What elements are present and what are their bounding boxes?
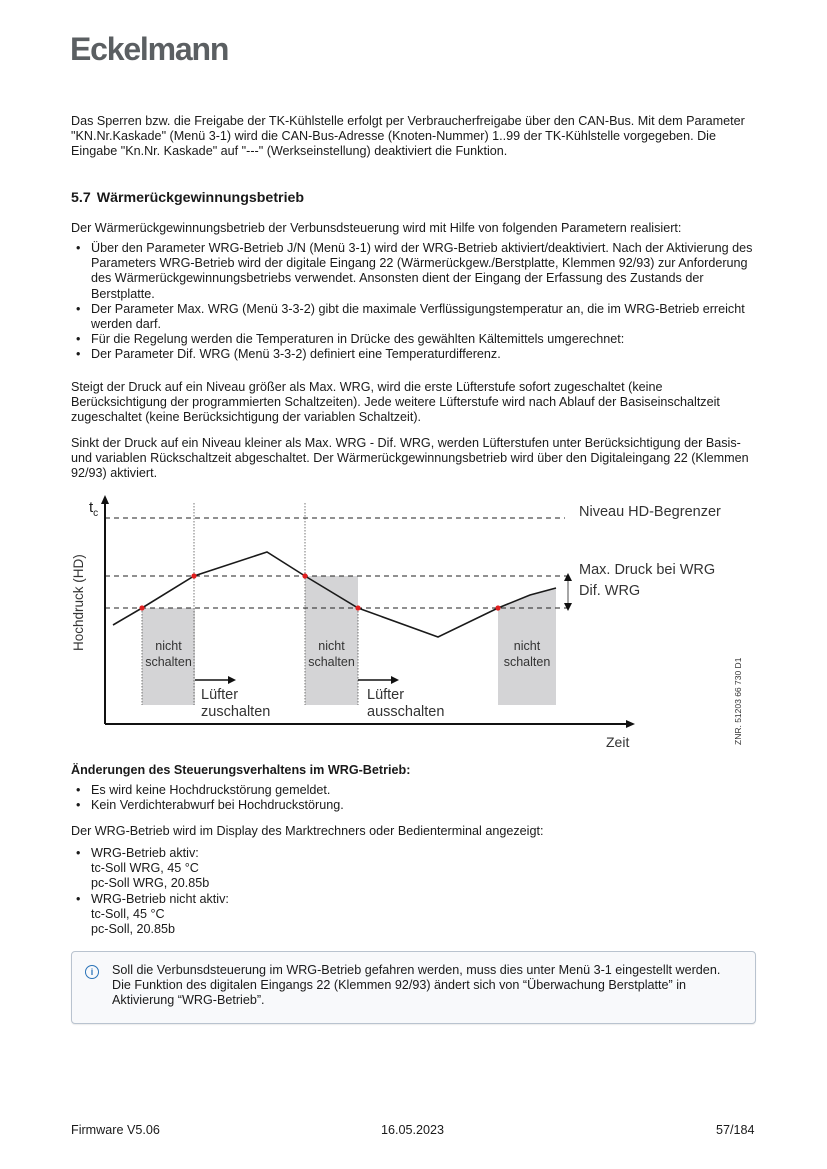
footer-firmware: Firmware V5.06 bbox=[71, 1123, 160, 1137]
intro-paragraph: Das Sperren bzw. die Freigabe der TK-Kühlstelle erfolgt per Verbraucherfreigabe über den CAN-Bus. Mit dem Parameter "KN.Nr.Kaskade" (Menü 3-1) wird die CAN-Bus-Adresse (Knoten-Nummer) 1..99 der TK-Kühlstelle vorgegeben. Die Eingabe "Kn.Nr. Kaskade" auf "---" (Werkseinstellung) deaktiviert die Funktion. bbox=[71, 114, 745, 159]
info-note-text: Soll die Verbunsdsteuerung im WRG-Betrieb gefahren werden, muss dies unter Menü 3-1 eingestellt werden. Die Funktion des digitalen Eingangs 22 (Klemmen 92/93) ändert sich von “Überwachung Berstplatte” in Aktivierung “WRG-Betrieb”. bbox=[112, 963, 721, 1008]
drawing-number: ZNR. 51203 66 730 D1 bbox=[733, 657, 743, 745]
no-switch-label-3: nicht schalten bbox=[503, 639, 551, 669]
eckelmann-logo: Eckelmann bbox=[70, 31, 229, 67]
no-switch-label-1: nicht schalten bbox=[145, 639, 192, 669]
y-axis-symbol: $t_c$ bbox=[89, 499, 99, 519]
footer-page-number: 57/184 bbox=[716, 1123, 755, 1137]
parameter-list bbox=[71, 241, 761, 363]
no-switch-label-2: nicht schalten bbox=[308, 639, 355, 669]
list-item: • Für die Regelung werden die Temperaturen in Drücke des gewählten Kältemittels umgerechnet: bbox=[71, 332, 761, 347]
list-item: • Über den Parameter WRG-Betrieb J/N (Menü 3-1) wird der WRG-Betrieb aktiviert/deaktiviert. Nach der Aktivierung des Parameters WRG-Betrieb wird der digitale Eingang 22 (Wärmerückgew./Berstplatte, Klemmen 92/93) zur Anforderung des Wärmerückgewinnungsbetriebs verwendet. Ansonsten dient der Eingang der Erfassung des Zustands der Berstplatte. bbox=[71, 241, 761, 302]
info-icon: i bbox=[85, 965, 99, 979]
changes-title: Änderungen des Steuerungsverhaltens im WRG-Betrieb: bbox=[71, 763, 411, 777]
pressure-rise-paragraph: Steigt der Druck auf ein Niveau größer als Max. WRG, wird die erste Lüfterstufe sofort zugeschaltet (keine Berücksichtigung der programmierten Schaltzeiten). Jede weitere Lüfterstufe wird nach Ablauf der Basiseinschaltzeit zugeschaltet (keine Berücksichtigung der variablen Schaltzeit). bbox=[71, 380, 720, 425]
footer-date: 16.05.2023 bbox=[381, 1123, 445, 1137]
display-lead: Der WRG-Betrieb wird im Display des Marktrechners oder Bedienterminal angezeigt: bbox=[71, 824, 544, 838]
x-axis-label: Zeit bbox=[606, 734, 630, 750]
section-number: 5.7 bbox=[71, 190, 91, 206]
pressure-fall-paragraph: Sinkt der Druck auf ein Niveau kleiner als Max. WRG - Dif. WRG, werden Lüfterstufen unter Berücksichtigung der Basis- und variablen Rückschaltzeit abgeschaltet. Der Wärmerückgewinnungsbetrieb wird über den Digitaleingang 22 (Klemmen 92/93) aktiviert. bbox=[71, 436, 749, 481]
dif-wrg-label: Dif. WRG bbox=[579, 583, 641, 599]
list-item: • WRG-Betrieb aktiv: tc-Soll WRG, 45 °C pc-Soll WRG, 20.85b bbox=[71, 846, 761, 892]
list-item: • Der Parameter Dif. WRG (Menü 3-3-2) definiert eine Temperaturdifferenz. bbox=[71, 347, 761, 362]
changes-list bbox=[71, 783, 761, 813]
hd-limit-label: Niveau HD-Begrenzer bbox=[579, 504, 721, 520]
max-pressure-label: Max. Druck bei WRG bbox=[579, 562, 716, 578]
wrg-diagram bbox=[60, 495, 780, 760]
list-item: • Der Parameter Max. WRG (Menü 3-3-2) gibt die maximale Verflüssigungstemperatur an, die im WRG-Betrieb erreicht werden darf. bbox=[71, 302, 761, 332]
fan-off-label: Lüfter ausschalten bbox=[367, 687, 445, 720]
list-item: • Es wird keine Hochdruckstörung gemeldet. bbox=[71, 783, 761, 798]
info-note-box bbox=[71, 951, 756, 1024]
fan-on-label: Lüfter zuschalten bbox=[201, 687, 271, 720]
list-item: • Kein Verdichterabwurf bei Hochdruckstörung. bbox=[71, 798, 761, 813]
display-list bbox=[71, 846, 761, 937]
list-item: • WRG-Betrieb nicht aktiv: tc-Soll, 45 °C pc-Soll, 20.85b bbox=[71, 892, 761, 938]
section-heading bbox=[71, 191, 304, 206]
y-axis-label: Hochdruck (HD) bbox=[71, 554, 86, 651]
section-title: Wärmerückgewinnungsbetrieb bbox=[96, 190, 305, 206]
section-lead: Der Wärmerückgewinnungsbetrieb der Verbunsdsteuerung wird mit Hilfe von folgenden Parametern realisiert: bbox=[71, 221, 682, 235]
